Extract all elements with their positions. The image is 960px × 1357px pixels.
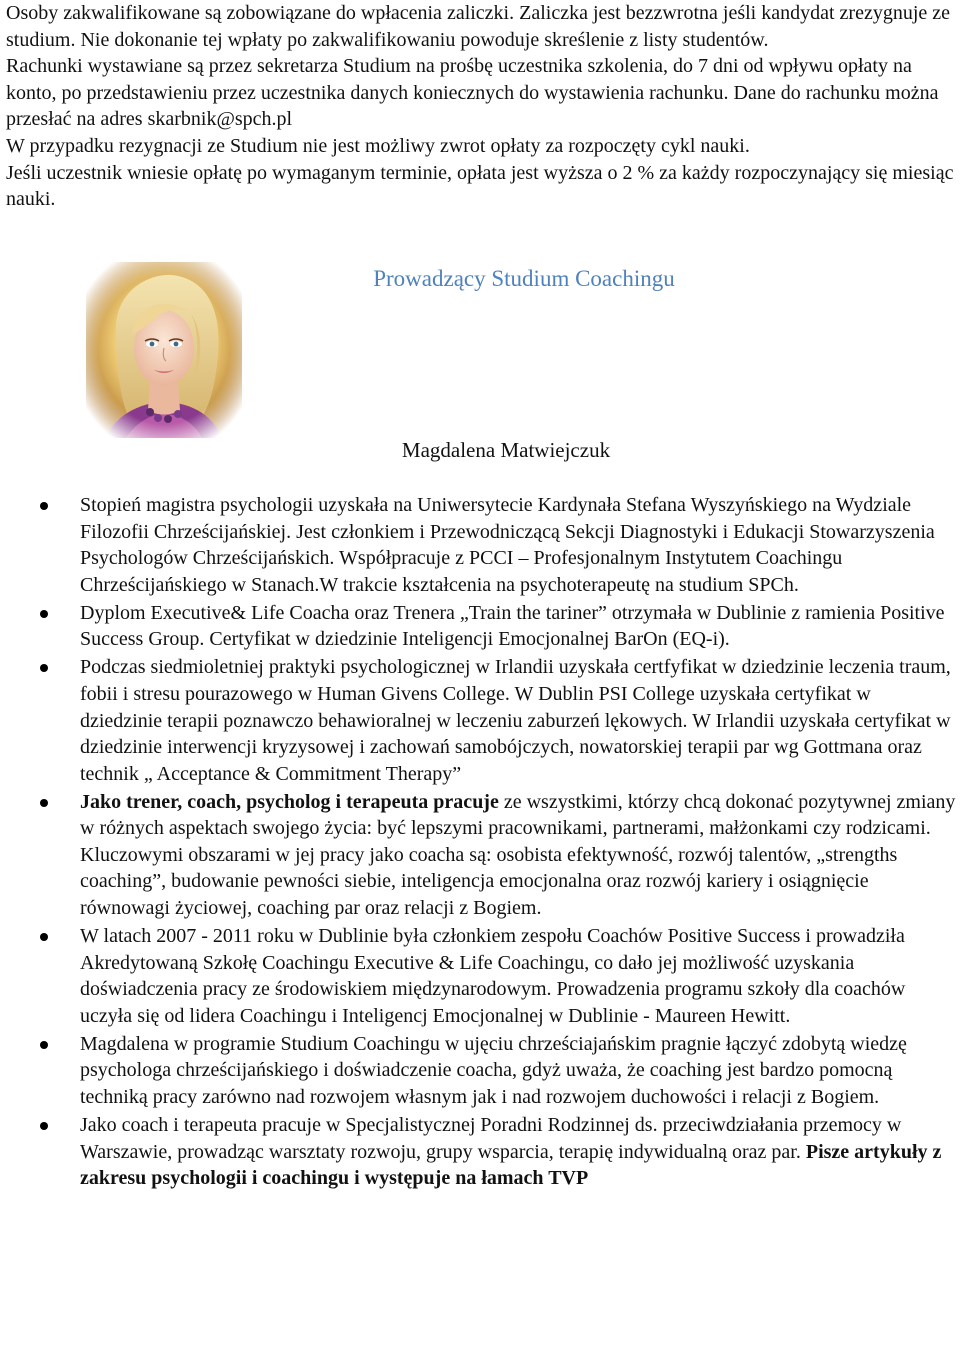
bullet-icon <box>40 610 48 618</box>
bullet-icon <box>40 799 48 807</box>
instructor-name: Magdalena Matwiejczuk <box>401 438 611 462</box>
bio-item-diploma <box>0 600 960 653</box>
bio-item-ireland-practice <box>0 654 960 787</box>
bio-item-text: Jako coach i terapeuta pracuje w Specjalistycznej Poradni Rodzinnej ds. przeciwdziałania przemocy w Warszawie, prowadząc warsztaty rozwoju, grupy wsparcia, terapię indywidualną oraz par. <box>80 1114 902 1163</box>
bio-item-text: Dyplom Executive& Life Coacha oraz Trenera „Train the tariner” otrzymała w Dublinie z ramienia Positive Success Group. Certyfikat w dziedzinie Inteligencji Emocjonalnej BarOn (EQ-i). <box>80 601 945 651</box>
bio-item-text: Stopień magistra psychologii uzyskała na Uniwersytecie Kardynała Stefana Wyszyńskiego na Wydziale Filozofii Chrześcijańskiej. Jest członkiem i Przewodniczącą Sekcji Diagnostyki i Edukacji Stowarzyszenia Psychologów Chrześcijańskich. Współpracuje z PCCI – Profesjonalnym Instytutem Coachingu Chrześcijańskiego w Stanach.W trakcie kształcenia na psychoterapeutę na studium SPCh. <box>80 494 935 596</box>
bio-item-text: W latach 2007 - 2011 roku w Dublinie była członkiem zespołu Coachów Positive Success i prowadziła Akredytowaną Szkołę Coachingu Executive & Life Coachingu, co dało jej możliwość uzyskania doświadczenia pracy ze środowiskiem międzynarodowym. Prowadzenia programu szkoły dla coachów uczyła się od lidera Coachingu i Inteligencj Emocjonalnej w Dublinie - Maureen Hewitt. <box>80 925 906 1027</box>
bullet-icon <box>40 502 48 510</box>
bio-item-bold-tail: Pisze artykuły z zakresu psychologii i coachingu i występuje na łamach TVP <box>80 1140 942 1190</box>
invoice-paragraph: Rachunki wystawiane są przez sekretarza Studium na prośbę uczestnika szkolenia, do 7 dni od wpływu opłaty na konto, po przedstawieniu przez uczestnika danych koniecznych do wystawienia rachunku. Dane do rachunku można przesłać na adres skarbnik@spch.pl <box>6 55 939 131</box>
bio-item-text: Magdalena w programie Studium Coachingu w ujęciu chrześciajańskim pragnie łączyć zdobytą wiedzę psychologa chrześcijańskiego i doświadczenie coacha, gdyż uważa, że coaching jest bardzo pomocną techniką pracy zarówno nad rozwojem własnym jak i nad rozwojem duchowości i relacji z Bogiem. <box>80 1032 907 1109</box>
bullet-icon <box>40 1122 48 1130</box>
bio-list <box>0 492 960 1193</box>
refund-paragraph: W przypadku rezygnacji ze Studium nie jest możliwy zwrot opłaty za rozpoczęty cykl nauki. <box>6 134 750 157</box>
late-fee-paragraph: Jeśli uczestnik wniesie opłatę po wymaganym terminie, opłata jest wyższa o 2 % za każdy rozpoczynający się miesiąc nauki. <box>6 161 954 211</box>
bullet-icon <box>40 1041 48 1049</box>
bullet-icon <box>40 664 48 672</box>
bio-item-bold-lead: Jako trener, coach, psycholog i terapeuta pracuje <box>80 790 499 813</box>
bio-item-work-areas <box>0 789 960 922</box>
bio-item-text: ze wszystkimi, którzy chcą dokonać pozytywnej zmiany w różnych aspektach swojego życia: być lepszymi pracownikami, partnerami, małżonkami czy rodzicami. Kluczowymi obszarami w jej pracy jako coacha są: osobista efektywność, rozwój talentów, „strengths coaching”, budowanie pewności siebie, inteligencja emocjonalna oraz rozwój kariery i osiągnięcie równowagi życiowej, coaching par oraz relacji z Bogiem. <box>80 790 956 920</box>
deposit-paragraph: Osoby zakwalifikowane są zobowiązane do wpłacenia zaliczki. Zaliczka jest bezzwrotna jeśli kandydat zrezygnuje ze studium. Nie dokonanie tej wpłaty po zakwalifikowaniu powoduje skreślenie z listy studentów. <box>6 2 951 51</box>
bio-item-program-goal <box>0 1031 960 1111</box>
intro-text <box>6 0 956 213</box>
portrait-image <box>86 262 242 438</box>
bio-item-education <box>0 492 960 598</box>
bio-item-text: Podczas siedmioletniej praktyki psychologicznej w Irlandii uzyskała certfyfikat w dziedzinie leczenia traum, fobii i stresu pourazowego w Human Givens College. W Dublin PSI College uzyskała certyfikat w dziedzinie terapii poznawczo behawioralnej w leczeniu zaburzeń lękowych. W Irlandii uzyskała certyfikat w dziedzinie interwencji kryzysowej i zachowań samobójczych, nowatorskiej terapii par wg Gottmana oraz technik „ Acceptance & Commitment Therapy” <box>80 656 951 785</box>
section-heading: Prowadzący Studium Coachingu <box>373 266 675 291</box>
bullet-icon <box>40 933 48 941</box>
bio-item-dublin-team <box>0 923 960 1029</box>
portrait-photo <box>86 262 242 438</box>
bio-item-current-work <box>0 1112 960 1192</box>
